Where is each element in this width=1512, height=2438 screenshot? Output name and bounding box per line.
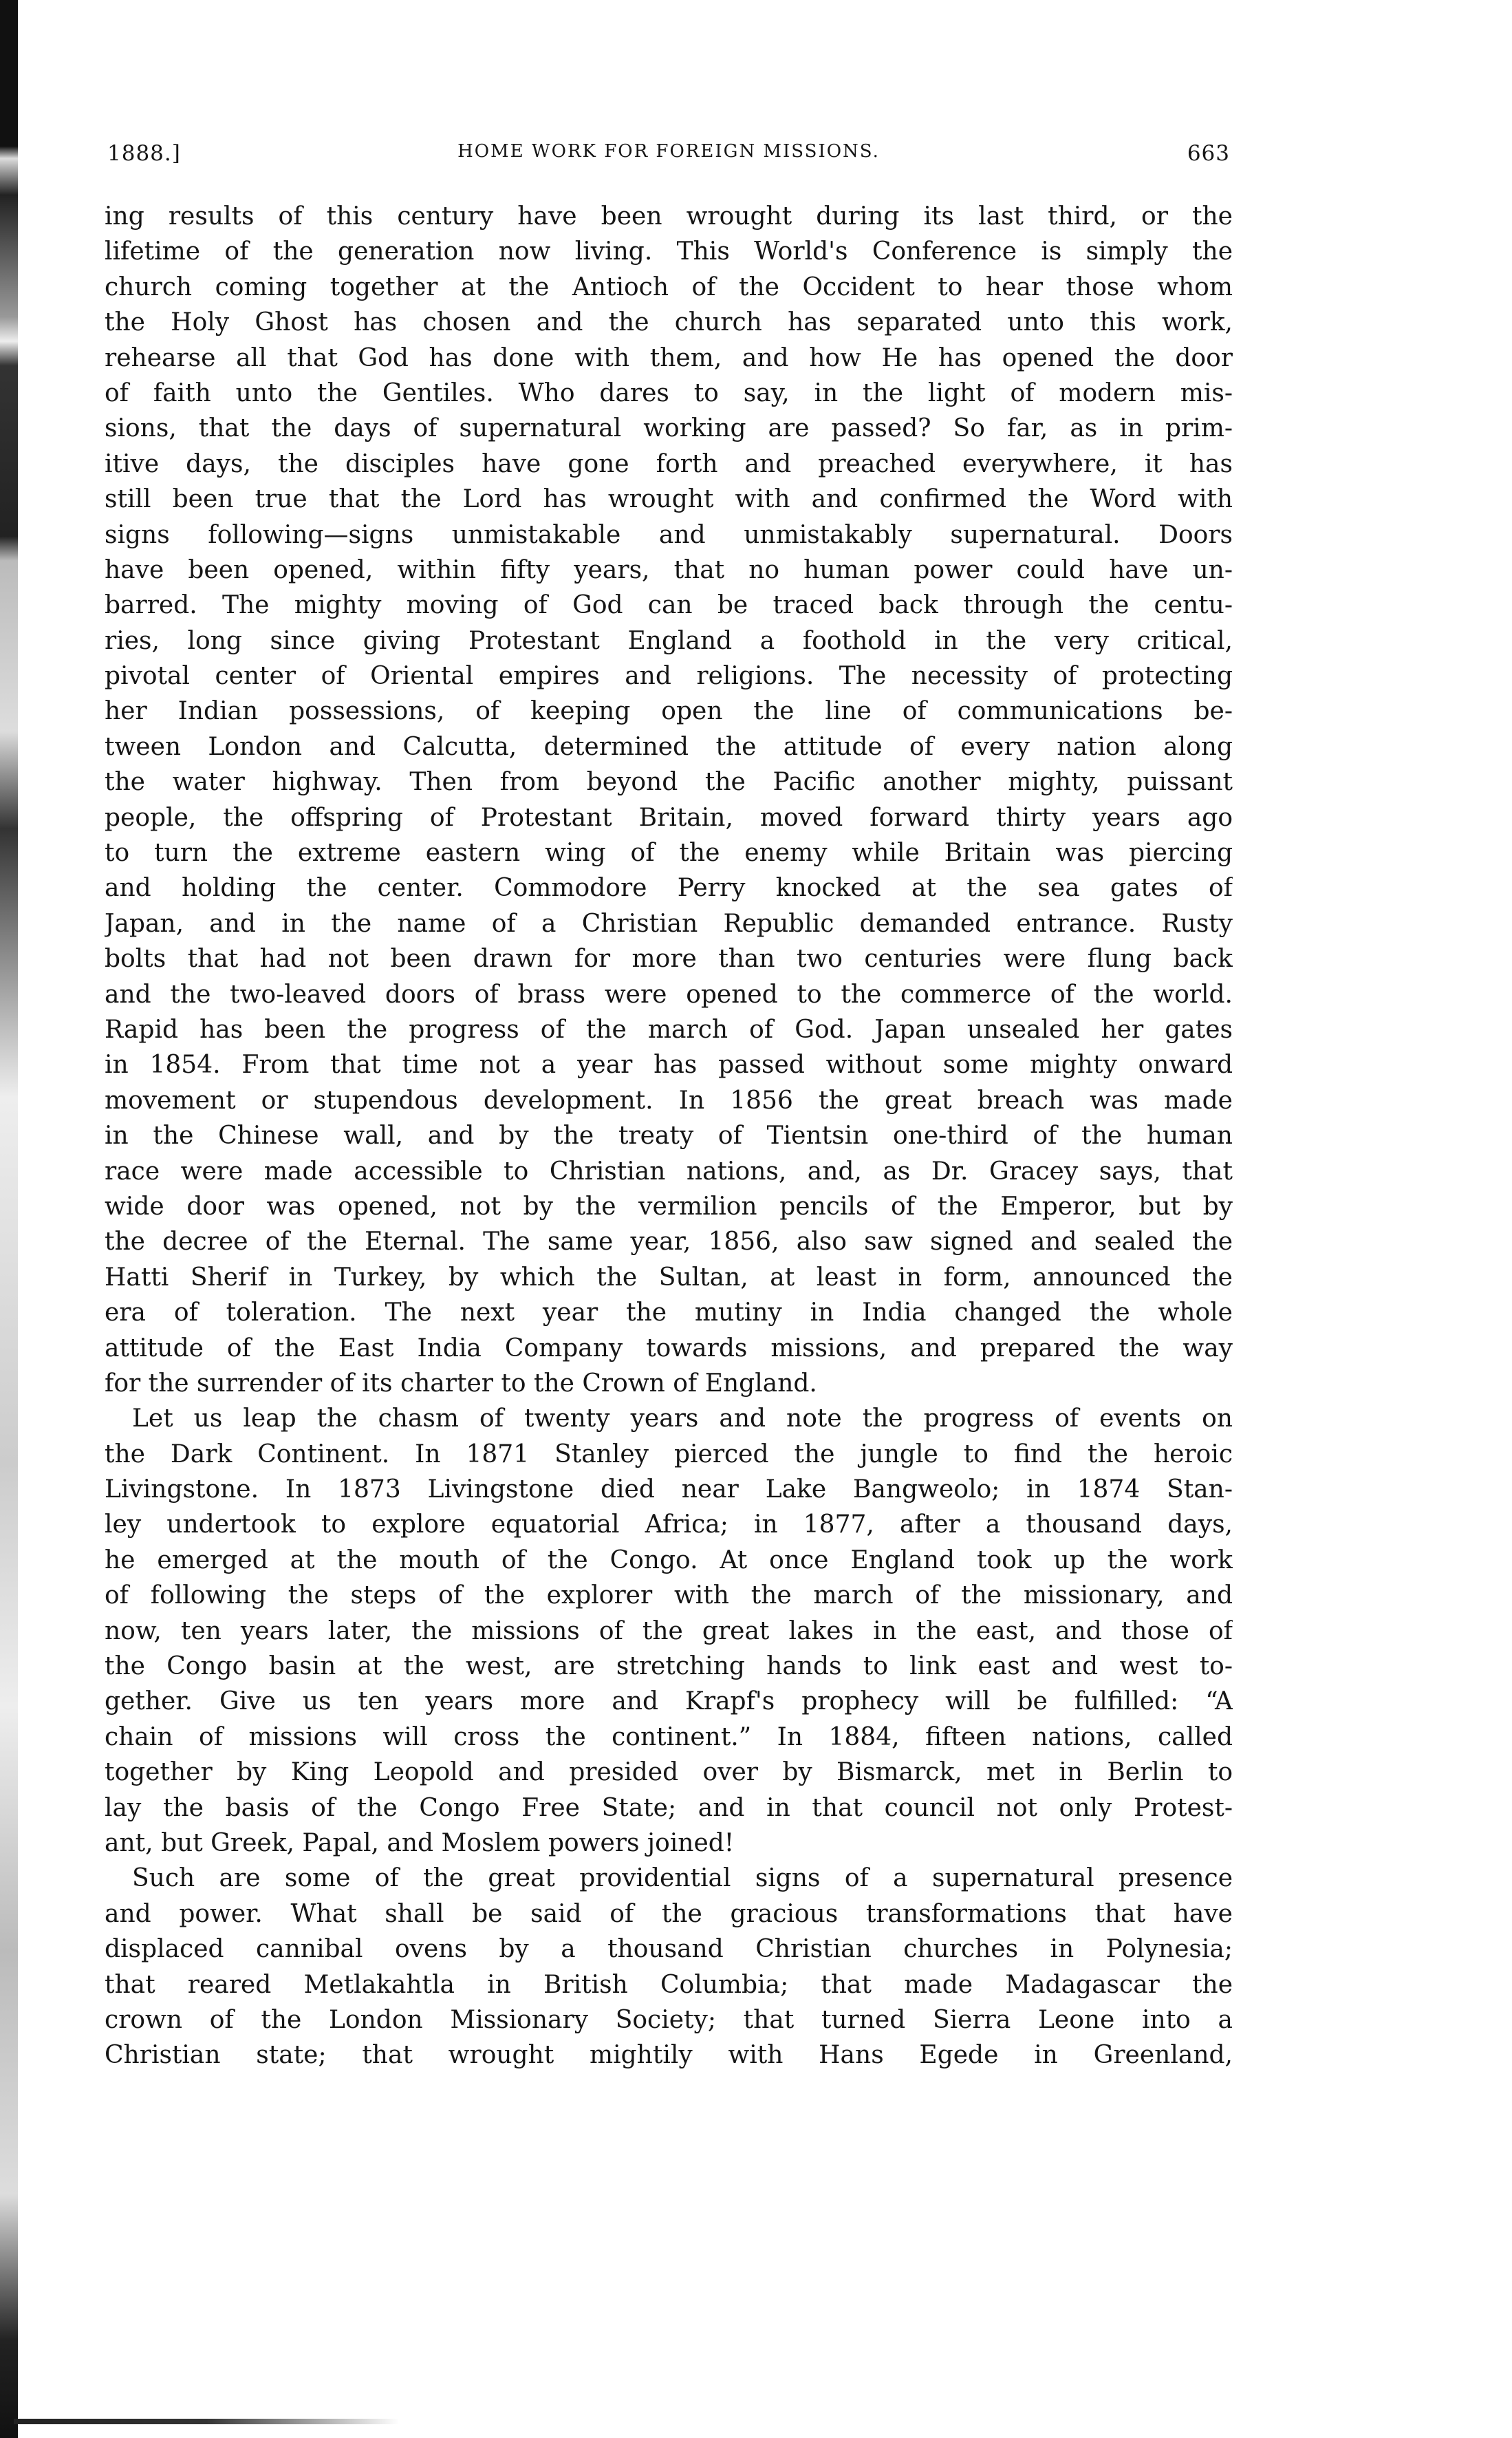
text-line: the Dark Continent. In 1871 Stanley pierced the jungle to find the heroic [105, 1440, 1233, 1468]
text-line: now, ten years later, the missions of the great lakes in the east, and those of [105, 1616, 1233, 1645]
page-number: 663 [1187, 141, 1230, 166]
text-line: bolts that had not been drawn for more than two centuries were flung back [105, 945, 1233, 974]
text-line: of following the steps of the explorer with the march of the missionary, and [105, 1581, 1233, 1610]
text-line: race were made accessible to Christian nations, and, as Dr. Gracey says, that [105, 1157, 1233, 1186]
text-line: have been opened, within fifty years, that no human power could have un- [105, 555, 1233, 584]
text-line: for the surrender of its charter to the Crown of England. [105, 1369, 817, 1398]
text-line: displaced cannibal ovens by a thousand Christian churches in Polynesia; [105, 1935, 1233, 1964]
text-line: era of toleration. The next year the mutiny in India changed the whole [105, 1298, 1233, 1327]
text-line: crown of the London Missionary Society; that turned Sierra Leone into a [105, 2005, 1233, 2034]
text-line: the Holy Ghost has chosen and the church has separated unto this work, [105, 308, 1233, 337]
text-line: rehearse all that God has done with them, and how He has opened the door [105, 343, 1233, 372]
text-line: signs following—signs unmistakable and unmistakably supernatural. Doors [105, 520, 1233, 549]
header-year: 1888.] [107, 141, 181, 166]
text-line: lifetime of the generation now living. This World's Conference is simply the [105, 237, 1233, 266]
text-line: Christian state; that wrought mightily with Hans Egede in Greenland, [105, 2041, 1233, 2070]
text-line: Japan, and in the name of a Christian Republic demanded entrance. Rusty [105, 909, 1233, 938]
running-head [105, 141, 1233, 182]
text-line: in the Chinese wall, and by the treaty of Tientsin one-third of the human [105, 1122, 1233, 1151]
text-line: ing results of this century have been wrought during its last third, or the [105, 202, 1233, 231]
text-line: Livingstone. In 1873 Livingstone died near Lake Bangweolo; in 1874 Stan- [105, 1475, 1233, 1504]
text-line: pivotal center of Oriental empires and religions. The necessity of protecting [105, 662, 1233, 691]
text-line: and holding the center. Commodore Perry knocked at the sea gates of [105, 874, 1233, 903]
text-line: the Congo basin at the west, are stretching hands to link east and west to- [105, 1652, 1233, 1681]
text-line: of faith unto the Gentiles. Who dares to say, in the light of modern mis- [105, 378, 1233, 407]
text-line: chain of missions will cross the continent.” In 1884, fifteen nations, called [105, 1722, 1233, 1751]
text-line: wide door was opened, not by the vermilion pencils of the Emperor, but by [105, 1192, 1233, 1221]
text-line: people, the offspring of Protestant Britain, moved forward thirty years ago [105, 803, 1233, 832]
header-title: HOME WORK FOR FOREIGN MISSIONS. [457, 141, 880, 162]
text-line: the water highway. Then from beyond the Pacific another mighty, puissant [105, 768, 1233, 797]
text-line: movement or stupendous development. In 1856 the great breach was made [105, 1086, 1233, 1115]
text-line: gether. Give us ten years more and Krapf's prophecy will be fulfilled: “A [105, 1687, 1233, 1716]
text-line: that reared Metlakahtla in British Columbia; that made Madagascar the [105, 1970, 1233, 1999]
text-line: ley undertook to explore equatorial Africa; in 1877, after a thousand days, [105, 1510, 1233, 1539]
scan-edge-shadow [0, 0, 18, 2438]
text-line: to turn the extreme eastern wing of the enemy while Britain was piercing [105, 839, 1233, 868]
text-line: tween London and Calcutta, determined the attitude of every nation along [105, 732, 1233, 761]
text-line: still been true that the Lord has wrought with and confirmed the Word with [105, 485, 1233, 514]
text-line: barred. The mighty moving of God can be traced back through the centu- [105, 591, 1233, 620]
text-line: her Indian possessions, of keeping open the line of communications be- [105, 697, 1233, 726]
text-line: ries, long since giving Protestant England a foothold in the very critical, [105, 626, 1233, 655]
text-line: Hatti Sherif in Turkey, by which the Sultan, at least in form, announced the [105, 1263, 1233, 1292]
text-line: sions, that the days of supernatural working are passed? So far, as in prim- [105, 414, 1233, 443]
text-line: together by King Leopold and presided over by Bismarck, met in Berlin to [105, 1758, 1233, 1787]
text-line: Such are some of the great providential signs of a supernatural presence [132, 1864, 1233, 1893]
document-page [105, 141, 1233, 2073]
text-line: in 1854. From that time not a year has passed without some mighty onward [105, 1051, 1233, 1080]
scan-bottom-shadow [14, 2419, 399, 2424]
text-line: he emerged at the mouth of the Congo. At once England took up the work [105, 1546, 1233, 1574]
text-line: ant, but Greek, Papal, and Moslem powers joined! [105, 1828, 735, 1857]
body-text [105, 199, 1233, 2073]
text-line: church coming together at the Antioch of the Occident to hear those whom [105, 272, 1233, 301]
text-line: and power. What shall be said of the gracious transformations that have [105, 1899, 1233, 1928]
text-line: Let us leap the chasm of twenty years and note the progress of events on [132, 1404, 1233, 1433]
text-line: lay the basis of the Congo Free State; and in that council not only Protest- [105, 1793, 1233, 1822]
text-line: Rapid has been the progress of the march of God. Japan unsealed her gates [105, 1015, 1233, 1044]
text-line: the decree of the Eternal. The same year, 1856, also saw signed and sealed the [105, 1228, 1233, 1257]
text-line: itive days, the disciples have gone forth and preached everywhere, it has [105, 449, 1233, 478]
text-line: attitude of the East India Company towards missions, and prepared the way [105, 1334, 1233, 1362]
text-line: and the two-leaved doors of brass were opened to the commerce of the world. [105, 980, 1233, 1009]
